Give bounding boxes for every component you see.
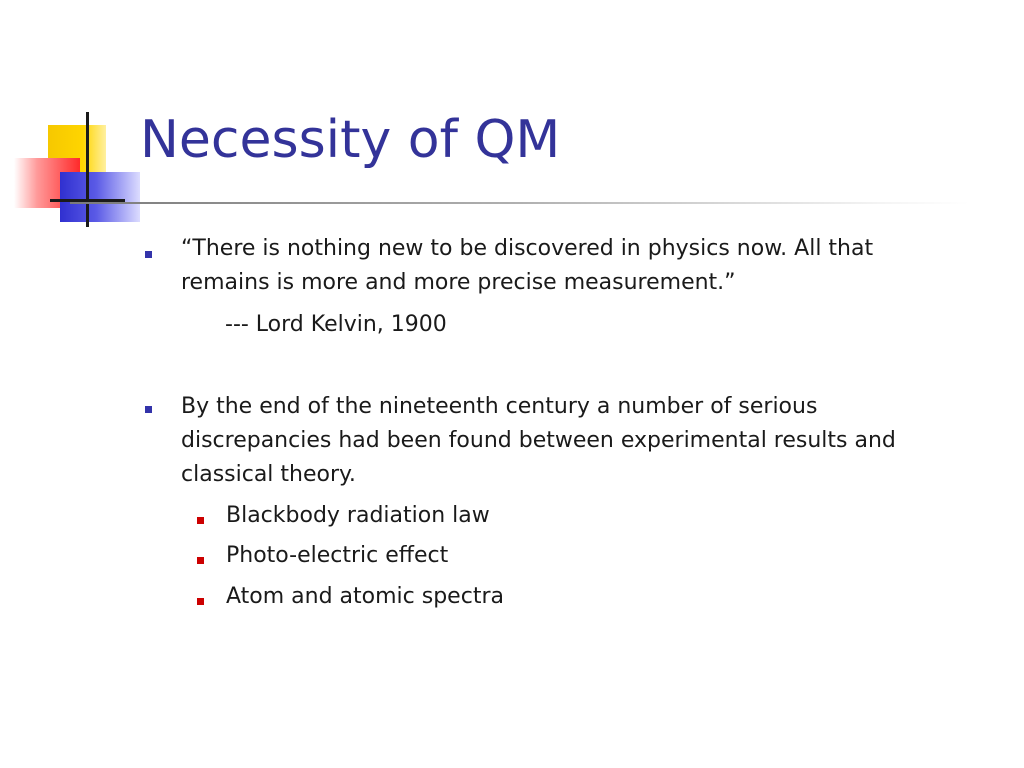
bullet-line: remains is more and more precise measurement.” xyxy=(181,270,736,295)
subbullet-marker xyxy=(197,557,204,564)
bullet-marker xyxy=(145,251,152,258)
bullet-marker xyxy=(145,406,152,413)
bullet-line: discrepancies had been found between experimental results and xyxy=(181,428,896,453)
slide-title: Necessity of QM xyxy=(140,110,561,170)
bullet-line: classical theory. xyxy=(181,462,356,487)
subbullet-item: Blackbody radiation law xyxy=(226,503,490,528)
subbullet-marker xyxy=(197,598,204,605)
subbullet-item: Atom and atomic spectra xyxy=(226,584,504,609)
subbullet-item: Photo-electric effect xyxy=(226,543,449,568)
subbullet-marker xyxy=(197,517,204,524)
bullet-line: “There is nothing new to be discovered in physics now. All that xyxy=(181,236,874,261)
quote-attribution: --- Lord Kelvin, 1900 xyxy=(225,312,447,337)
bullet-line: By the end of the nineteenth century a number of serious xyxy=(181,394,818,419)
